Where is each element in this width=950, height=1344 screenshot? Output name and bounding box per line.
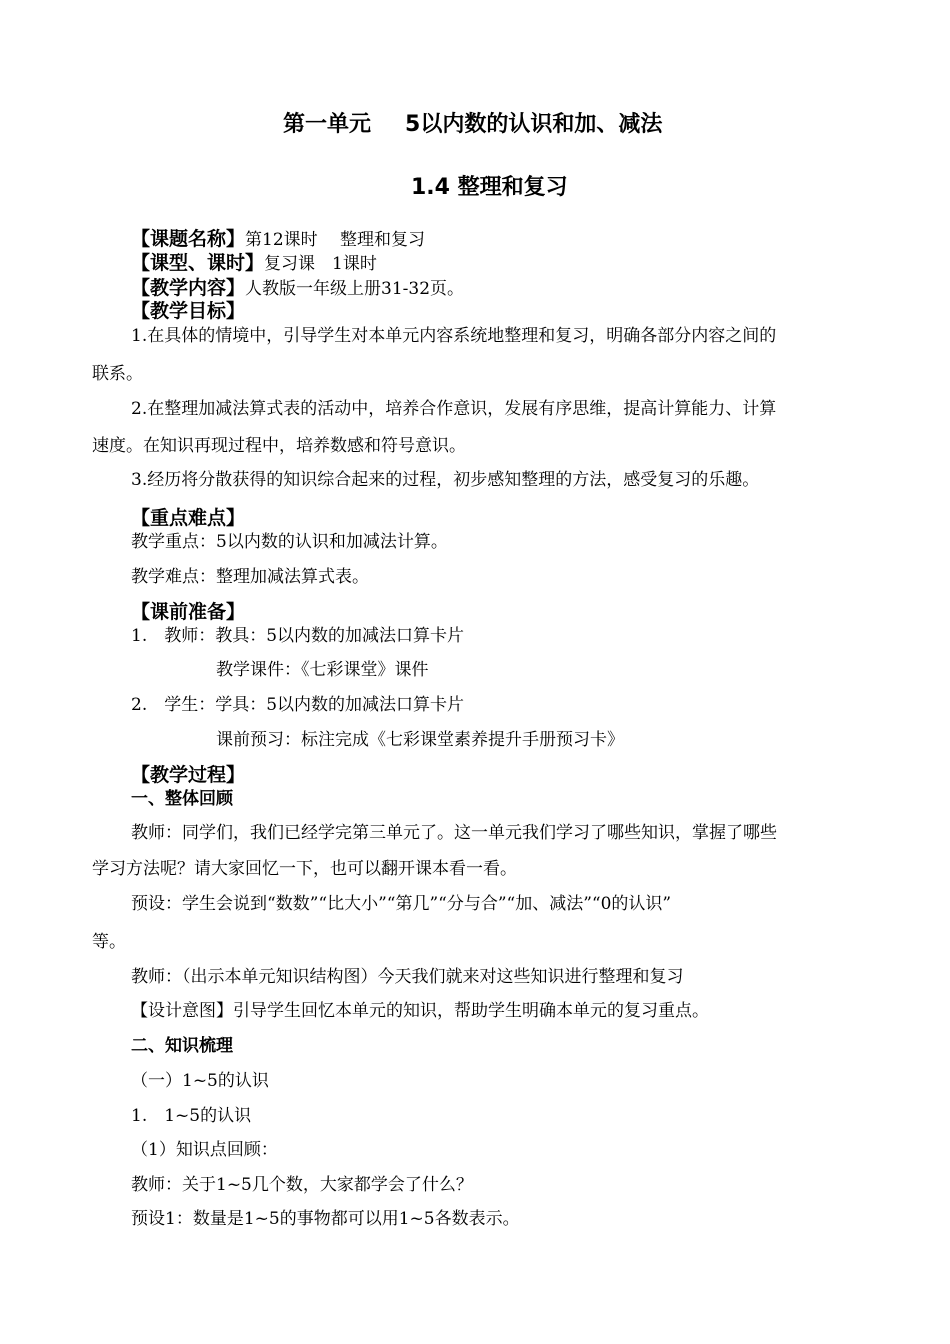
section-heading: 二、知识梳理 <box>131 1036 233 1056</box>
paragraph-line: 教师：（出示本单元知识结构图）今天我们就来对这些知识进行整理和复习 <box>131 967 684 987</box>
subsection-heading: （一）1~5的认识 <box>131 1071 269 1091</box>
goal-line: 1.在具体的情境中，引导学生对本单元内容系统地整理和复习，明确各部分内容之间的 <box>131 326 777 346</box>
goal-line: 2.在整理加减法算式表的活动中，培养合作意识，发展有序思维，提高计算能力、计算 <box>131 399 777 419</box>
goal-line: 联系。 <box>92 364 143 384</box>
paragraph-line: 学习方法呢？请大家回忆一下，也可以翻开课本看一看。 <box>92 859 517 879</box>
teacher-prep: 1. 教师：教具：5以内数的加减法口算卡片 <box>131 626 465 646</box>
teacher-prep-courseware: 教学课件：《七彩课堂》课件 <box>216 660 429 680</box>
topic-line <box>131 227 425 251</box>
key-points-label: 【重点难点】 <box>131 507 246 529</box>
lesson-title: 1.4 整理和复习 <box>411 175 568 200</box>
type-value: 复习课 1课时 <box>264 254 377 274</box>
type-label: 【课型、课时】 <box>131 252 265 274</box>
student-preview: 课前预习：标注完成《七彩课堂素养提升手册预习卡》 <box>216 730 624 750</box>
unit-title <box>283 111 662 139</box>
preparation-label: 【课前准备】 <box>131 601 246 623</box>
design-intent: 【设计意图】引导学生回忆本单元的知识，帮助学生明确本单元的复习重点。 <box>131 1001 709 1021</box>
goal-line: 速度。在知识再现过程中，培养数感和符号意识。 <box>92 436 466 456</box>
content-line <box>131 276 464 300</box>
goals-label: 【教学目标】 <box>131 300 246 322</box>
subsection-item: （1）知识点回顾： <box>131 1140 278 1160</box>
paragraph-line: 等。 <box>92 932 126 952</box>
student-prep: 2. 学生：学具：5以内数的加减法口算卡片 <box>131 695 465 715</box>
content-value: 人教版一年级上册31-32页。 <box>245 279 465 299</box>
content-label: 【教学内容】 <box>131 277 246 299</box>
goal-line: 3.经历将分散获得的知识综合起来的过程，初步感知整理的方法，感受复习的乐趣。 <box>131 470 760 490</box>
paragraph-line: 预设：学生会说到“数数”“比大小”“第几”“分与合”“加、减法”“0的认识” <box>131 894 672 914</box>
paragraph-line: 教师：关于1~5几个数，大家都学会了什么？ <box>131 1175 473 1195</box>
subsection-item: 1. 1~5的认识 <box>131 1106 252 1126</box>
topic-value: 第12课时 整理和复习 <box>245 230 426 250</box>
section-heading: 一、整体回顾 <box>131 789 233 809</box>
paragraph-line: 预设1：数量是1~5的事物都可以用1~5各数表示。 <box>131 1209 520 1229</box>
process-label: 【教学过程】 <box>131 764 246 786</box>
paragraph-line: 教师：同学们，我们已经学完第三单元了。这一单元我们学习了哪些知识，掌握了哪些 <box>131 823 777 843</box>
topic-label: 【课题名称】 <box>131 228 246 250</box>
unit-name: 5以内数的认识和加、减法 <box>405 112 663 137</box>
unit-number: 第一单元 <box>283 112 372 137</box>
teaching-focus: 教学重点：5以内数的认识和加减法计算。 <box>131 532 448 552</box>
teaching-difficulty: 教学难点：整理加减法算式表。 <box>131 567 369 587</box>
type-line <box>131 251 377 275</box>
